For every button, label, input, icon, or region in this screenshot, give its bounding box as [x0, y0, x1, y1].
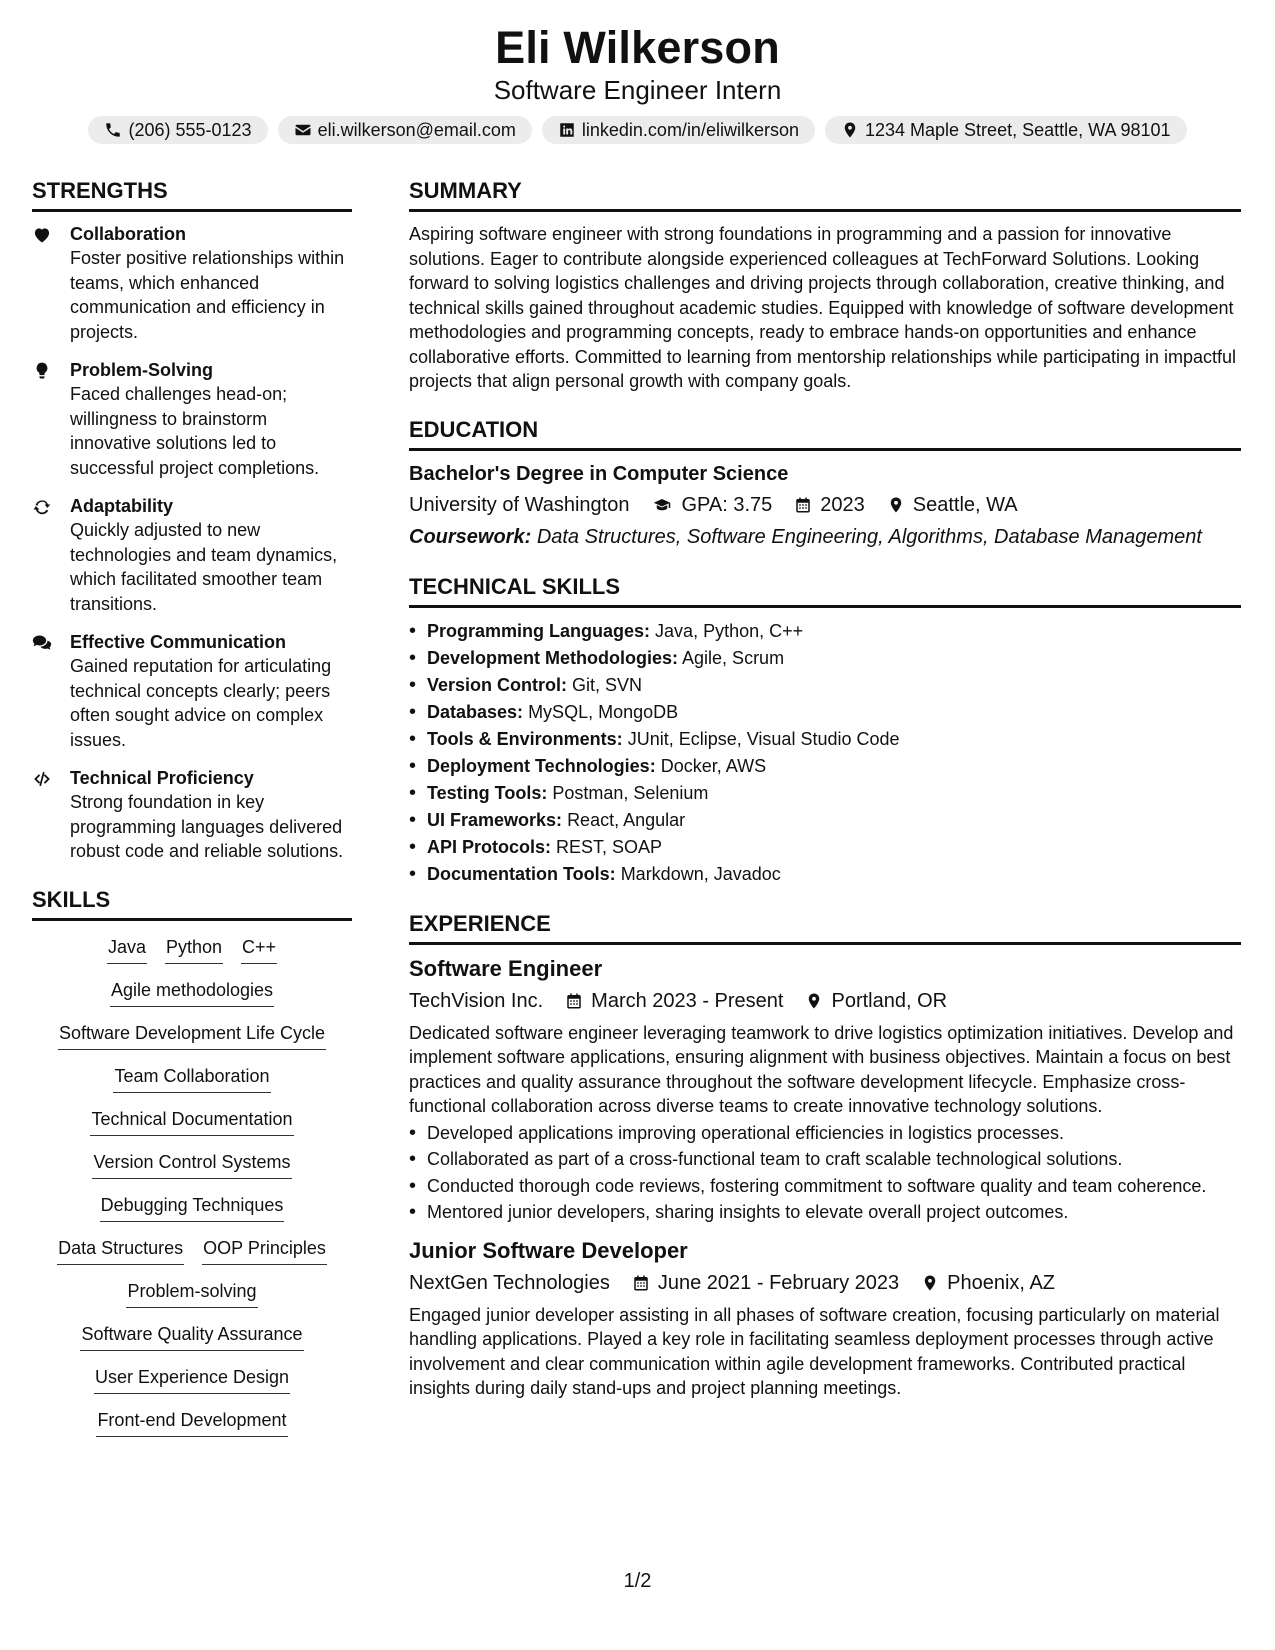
strength-title: Problem-Solving [70, 360, 214, 380]
page-number: 1/2 [623, 1570, 652, 1592]
skill-tag: C++ [241, 935, 277, 964]
linkedin-pill[interactable] [542, 116, 815, 144]
coursework-label: Coursework: [409, 525, 532, 548]
job-description: Dedicated software engineer leveraging teamwork to drive logistics optimization initiatives. Develop and implement software applications, ensuring alignment with business objectives. Maintain a focus on best practices and quality assurance throughout the software development lifecycle. Emphasize cross-functional collaboration across diverse teams to create innovative technology solutions. [409, 1022, 1234, 1116]
calendar-icon [565, 992, 583, 1010]
school-name: University of Washington [409, 493, 630, 516]
summary-text: Aspiring software engineer with strong foundations in programming and a passion for innovative solutions. Eager to contribute alongside experienced colleagues at TechForward Solutions. Looking forward to solving logistics challenges and driving projects through collaboration, creative thinking, and technical skills gained throughout academic studies. Equipped with knowledge of software development methodologies and programming concepts, ready to embrace hands-on opportunities and enhance collaborative efforts. Committed to learning from mentorship relationships while participating in impactful projects that align personal growth with company goals. [409, 224, 1237, 391]
skill-row [32, 1064, 352, 1093]
job-meta [409, 987, 1241, 1015]
address-pill [825, 116, 1187, 144]
phone-icon [104, 121, 122, 139]
list-item: • Conducted thorough code reviews, fostering commitment to software quality and team coherence. [409, 1174, 1241, 1199]
strength-title: Adaptability [70, 496, 174, 516]
skill-tag: Front-end Development [96, 1408, 287, 1437]
graduation-cap-icon [651, 496, 673, 514]
list-item: • API Protocols: REST, SOAP [409, 834, 1241, 861]
skill-tag: Data Structures [57, 1236, 184, 1265]
skill-row [32, 1021, 352, 1050]
skills-heading: SKILLS [32, 886, 352, 921]
list-item: • Tools & Environments: JUnit, Eclipse, Visual Studio Code [409, 726, 1241, 753]
technical-skills-list [409, 618, 1241, 888]
skill-tag: Problem-solving [126, 1279, 257, 1308]
skill-row [32, 1365, 352, 1394]
linkedin-text[interactable]: linkedin.com/in/eliwilkerson [581, 120, 799, 140]
job-title: Software Engineer [409, 955, 603, 981]
job-bullets [409, 1121, 1241, 1225]
coursework-list: Data Structures, Software Engineering, Algorithms, Database Management [536, 525, 1202, 548]
job-location: Portland, OR [831, 989, 948, 1012]
strength-item [32, 766, 352, 864]
list-item: • Version Control: Git, SVN [409, 672, 1241, 699]
strength-item [32, 222, 352, 344]
map-marker-icon [841, 121, 859, 139]
education-heading: EDUCATION [409, 416, 1241, 451]
job-title: Junior Software Developer [409, 1237, 688, 1263]
list-item: • Mentored junior developers, sharing insights to elevate overall project outcomes. [409, 1200, 1241, 1225]
skill-tag: Agile methodologies [110, 978, 274, 1007]
skills-list [32, 931, 352, 1437]
job-entry [409, 955, 1241, 1225]
contact-bar [0, 116, 1275, 144]
map-marker-icon [805, 992, 823, 1010]
list-item: • Developed applications improving operational efficiencies in logistics processes. [409, 1121, 1241, 1146]
resume-header [0, 0, 1275, 144]
strength-title: Collaboration [70, 224, 186, 244]
skill-tag: Technical Documentation [90, 1107, 293, 1136]
left-column [32, 177, 352, 1451]
comments-icon [32, 633, 52, 653]
list-item: • UI Frameworks: React, Angular [409, 807, 1241, 834]
job-description: Engaged junior developer assisting in all phases of software creation, focusing particularly on material handling applications. Played a key role in facilitating seamless deployment processes through active involvement and clear communication within agile development frameworks. Contributed practical insights during daily stand-ups and project planning meetings. [409, 1304, 1220, 1398]
phone-text: (206) 555-0123 [128, 120, 252, 140]
strength-title: Technical Proficiency [70, 768, 254, 788]
skill-tag: OOP Principles [202, 1236, 327, 1265]
map-marker-icon [921, 1274, 939, 1292]
strength-item [32, 358, 352, 480]
skill-tag: Python [165, 935, 223, 964]
job-dates: June 2021 - February 2023 [657, 1271, 900, 1294]
skill-row [32, 1236, 352, 1265]
skill-row [32, 1107, 352, 1136]
calendar-icon [632, 1274, 650, 1292]
list-item: • Deployment Technologies: Docker, AWS [409, 753, 1241, 780]
linkedin-icon [558, 121, 576, 139]
strength-desc: Foster positive relationships within teams, which enhanced communication and efficiency in projects. [70, 248, 345, 342]
strength-desc: Strong foundation in key programming languages delivered robust code and reliable solutions. [70, 792, 344, 861]
list-item: • Testing Tools: Postman, Selenium [409, 780, 1241, 807]
job-location: Phoenix, AZ [947, 1271, 1055, 1294]
strength-desc: Gained reputation for articulating technical concepts clearly; peers often sought advice on complex issues. [70, 656, 332, 750]
strength-title: Effective Communication [70, 632, 287, 652]
skill-row [32, 1322, 352, 1351]
company-name: NextGen Technologies [409, 1271, 610, 1294]
address-text: 1234 Maple Street, Seattle, WA 98101 [864, 120, 1171, 140]
skill-tag: User Experience Design [94, 1365, 290, 1394]
skill-tag: Version Control Systems [92, 1150, 291, 1179]
map-marker-icon [887, 496, 905, 514]
lightbulb-icon [32, 361, 52, 381]
skill-row [32, 935, 352, 964]
strength-desc: Faced challenges head-on; willingness to brainstorm innovative solutions led to successful project completions. [70, 384, 320, 478]
strength-desc: Quickly adjusted to new technologies and team dynamics, which facilitated smoother team transitions. [70, 520, 338, 614]
strength-item [32, 630, 352, 752]
coursework [409, 523, 1241, 551]
education-meta [409, 491, 1241, 519]
phone-pill [88, 116, 267, 144]
technical-skills-heading: TECHNICAL SKILLS [409, 573, 1241, 608]
job-meta [409, 1269, 1241, 1297]
summary-heading: SUMMARY [409, 177, 1241, 212]
graduation-year: 2023 [820, 493, 865, 516]
list-item: • Documentation Tools: Markdown, Javadoc [409, 861, 1241, 888]
strengths-heading: STRENGTHS [32, 177, 352, 212]
skill-tag: Team Collaboration [113, 1064, 270, 1093]
skill-tag: Debugging Techniques [100, 1193, 285, 1222]
skill-tag: Java [107, 935, 147, 964]
list-item: • Collaborated as part of a cross-functional team to craft scalable technological solutions. [409, 1147, 1241, 1172]
email-pill[interactable] [278, 116, 532, 144]
list-item: • Development Methodologies: Agile, Scrum [409, 645, 1241, 672]
calendar-icon [794, 496, 812, 514]
candidate-name: Eli Wilkerson [495, 22, 780, 73]
skill-row [32, 978, 352, 1007]
right-column [409, 177, 1241, 1401]
company-name: TechVision Inc. [409, 989, 544, 1012]
skill-row [32, 1193, 352, 1222]
skill-tag: Software Quality Assurance [80, 1322, 303, 1351]
skill-row [32, 1150, 352, 1179]
envelope-icon [294, 121, 312, 139]
job-entry [409, 1237, 1241, 1401]
list-item: • Programming Languages: Java, Python, C++ [409, 618, 1241, 645]
job-dates: March 2023 - Present [591, 989, 784, 1012]
candidate-title: Software Engineer Intern [493, 75, 782, 105]
email-text[interactable]: eli.wilkerson@email.com [317, 120, 516, 140]
experience-heading: EXPERIENCE [409, 910, 1241, 945]
education-location: Seattle, WA [912, 493, 1018, 516]
skill-row [32, 1279, 352, 1308]
heart-icon [32, 225, 52, 245]
skill-tag: Software Development Life Cycle [58, 1021, 326, 1050]
list-item: • Databases: MySQL, MongoDB [409, 699, 1241, 726]
skill-row [32, 1408, 352, 1437]
code-icon [32, 769, 52, 789]
gpa-text: GPA: 3.75 [681, 493, 773, 516]
strength-item [32, 494, 352, 616]
degree-title: Bachelor's Degree in Computer Science [409, 462, 789, 485]
sync-icon [32, 497, 52, 517]
